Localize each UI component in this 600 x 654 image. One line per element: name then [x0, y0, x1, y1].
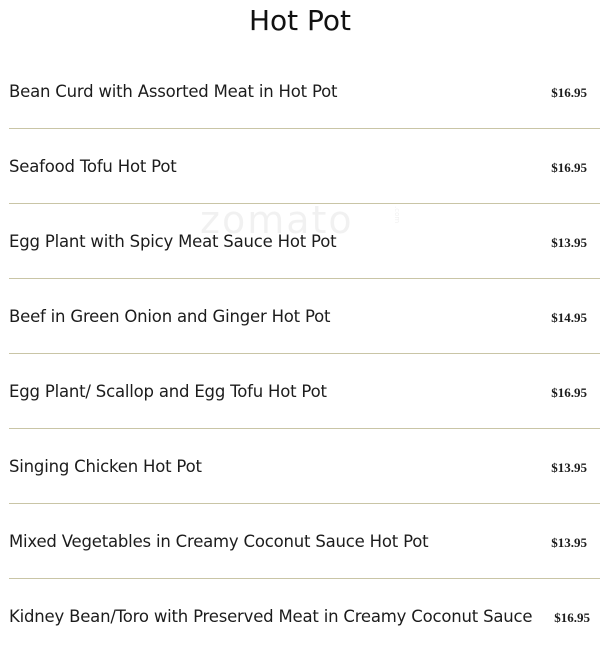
menu-item-name: Bean Curd with Assorted Meat in Hot Pot — [9, 82, 338, 101]
menu-item — [0, 429, 600, 504]
menu-item-name: Egg Plant/ Scallop and Egg Tofu Hot Pot — [9, 382, 327, 401]
menu-item — [0, 354, 600, 429]
menu-item-price: $13.95 — [551, 460, 587, 475]
menu-list — [0, 54, 600, 654]
menu-item-name: Egg Plant with Spicy Meat Sauce Hot Pot — [9, 232, 337, 251]
zomato-watermark: zomato — [200, 198, 354, 242]
menu-item-name: Kidney Bean/Toro with Preserved Meat in Creamy Coconut Sauce — [9, 607, 533, 626]
menu-item — [0, 204, 600, 279]
menu-item — [0, 279, 600, 354]
menu-item-price: $13.95 — [551, 235, 587, 250]
menu-item — [0, 54, 600, 129]
zomato-watermark-suffix: .com — [393, 206, 401, 224]
menu-item-price: $16.95 — [554, 610, 590, 625]
menu-item — [0, 504, 600, 579]
menu-item-price: $16.95 — [551, 160, 587, 175]
menu-item-price: $13.95 — [551, 535, 587, 550]
menu-item-price: $14.95 — [551, 310, 587, 325]
menu-item-name: Singing Chicken Hot Pot — [9, 457, 202, 476]
menu-item-price: $16.95 — [551, 85, 587, 100]
page-title: Hot Pot — [248, 4, 352, 37]
menu-item-name: Mixed Vegetables in Creamy Coconut Sauce Hot Pot — [9, 532, 429, 551]
menu-item-name: Seafood Tofu Hot Pot — [9, 157, 177, 176]
menu-item-price: $16.95 — [551, 385, 587, 400]
menu-item — [0, 129, 600, 204]
menu-item-name: Beef in Green Onion and Ginger Hot Pot — [9, 307, 331, 326]
menu-item — [0, 579, 600, 654]
